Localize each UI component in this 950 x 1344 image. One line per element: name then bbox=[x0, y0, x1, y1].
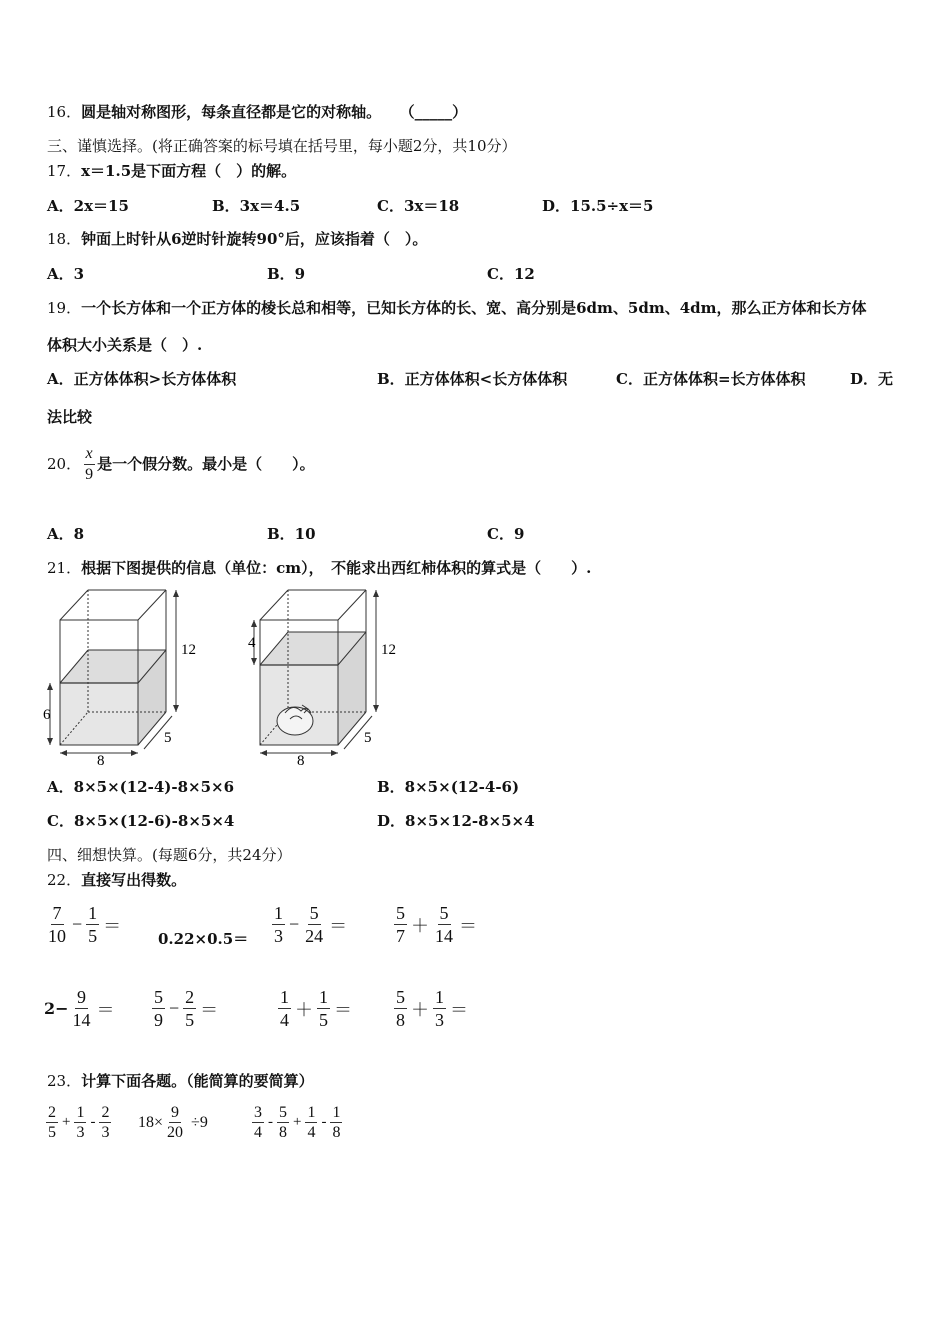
q21-option-d[interactable]: D．8×5×12-8×5×4 bbox=[377, 812, 535, 830]
q23-expr-2: 18× $\frac{9}{20}$ ÷9 bbox=[138, 1104, 208, 1141]
q22-expr-6: $\frac{5}{9}$ − $\frac{2}{5}$ ＝ bbox=[154, 987, 219, 1030]
q19-option-c[interactable]: C．正方体体积=长方体体积 bbox=[616, 370, 806, 388]
q20-option-c[interactable]: C．9 bbox=[487, 525, 525, 543]
question-17 bbox=[47, 161, 296, 181]
question-number: 23． bbox=[47, 1072, 82, 1090]
q18-option-a[interactable]: A．3 bbox=[47, 265, 85, 283]
q20-option-a[interactable]: A．8 bbox=[47, 525, 85, 543]
q22-expr-8: $\frac{5}{8}$ ＋ $\frac{1}{3}$ ＝ bbox=[396, 987, 468, 1030]
q17-option-d[interactable]: D．15.5÷x＝5 bbox=[542, 197, 654, 215]
question-text: 计算下面各题。（能简算的要简算） bbox=[81, 1072, 314, 1090]
question-text: 一个长方体和一个正方体的棱长总和相等，已知长方体的长、宽、高分别是6dm、5dm、4dm，那么正方体和长方体 bbox=[81, 299, 867, 317]
q23-expr-1: $\frac{2}{5}$ + $\frac{1}{3}$ - $\frac{2}{3}$ bbox=[48, 1104, 110, 1141]
question-text: 钟面上时针从6逆时针旋转90°后，应该指着（ ）。 bbox=[81, 230, 428, 248]
q19-option-d-wrap: 法比较 bbox=[47, 408, 93, 426]
q21-option-a[interactable]: A．8×5×(12-4)-8×5×6 bbox=[47, 778, 235, 796]
q22-expr-5: 2− $\frac{9}{14}$ ＝ bbox=[44, 987, 115, 1030]
q22-expr-4: $\frac{5}{7}$ ＋ $\frac{5}{14}$ ＝ bbox=[396, 903, 477, 946]
label-width: 5 bbox=[364, 730, 372, 746]
question-number: 21． bbox=[47, 559, 82, 577]
q17-option-b[interactable]: B．3x＝4.5 bbox=[212, 197, 301, 215]
question-21 bbox=[47, 558, 591, 578]
q19-option-a[interactable]: A．正方体体积>长方体体积 bbox=[47, 370, 237, 388]
q18-option-b[interactable]: B．9 bbox=[267, 265, 306, 283]
question-18 bbox=[47, 229, 427, 249]
label-length: 8 bbox=[297, 753, 305, 769]
fraction-x-over-9 bbox=[83, 444, 95, 485]
section-3-title: 三、谨慎选择。(将正确答案的标号填在括号里，每小题2分，共10分） bbox=[47, 137, 517, 155]
question-22 bbox=[47, 870, 186, 890]
question-23 bbox=[47, 1071, 314, 1091]
label-height-total: 12 bbox=[181, 642, 196, 658]
figure-container-tomato bbox=[240, 585, 410, 770]
question-number: 17． bbox=[47, 162, 82, 180]
q20-option-b[interactable]: B．10 bbox=[267, 525, 316, 543]
question-19 bbox=[47, 298, 867, 318]
q18-option-c[interactable]: C．12 bbox=[487, 265, 535, 283]
section-4-title: 四、细想快算。(每题6分，共24分） bbox=[47, 846, 292, 864]
question-text: 圆是轴对称图形，每条直径都是它的对称轴。 bbox=[81, 103, 382, 121]
label-length: 8 bbox=[97, 753, 105, 769]
question-text: 直接写出得数。 bbox=[81, 871, 187, 889]
question-number: 22． bbox=[47, 871, 82, 889]
q22-expr-3: $\frac{1}{3}$ − $\frac{5}{24}$ ＝ bbox=[274, 903, 348, 946]
numerator: x bbox=[84, 444, 95, 465]
q17-option-a[interactable]: A．2x＝15 bbox=[47, 197, 129, 215]
label-gap-height: 4 bbox=[248, 635, 256, 651]
label-width: 5 bbox=[164, 730, 172, 746]
answer-blank: （_____） bbox=[407, 103, 468, 121]
q19-option-d[interactable]: D．无 bbox=[850, 370, 894, 388]
q22-expr-7: $\frac{1}{4}$ ＋ $\frac{1}{5}$ ＝ bbox=[280, 987, 352, 1030]
q21-option-c[interactable]: C．8×5×(12-6)-8×5×4 bbox=[47, 812, 235, 830]
question-20 bbox=[47, 442, 315, 486]
q23-expr-3: $\frac{3}{4}$ - $\frac{5}{8}$ + $\frac{1}{4}$ - $\frac{1}{8}$ bbox=[254, 1104, 341, 1141]
q22-expr-1: $\frac{7}{10}$ − $\frac{1}{5}$ ＝ bbox=[48, 903, 122, 946]
label-height-total: 12 bbox=[381, 642, 396, 658]
question-text: 是一个假分数。最小是（ ）。 bbox=[97, 455, 315, 473]
question-text: x＝1.5是下面方程（ ）的解。 bbox=[81, 162, 297, 180]
question-16 bbox=[47, 102, 467, 122]
question-number: 18． bbox=[47, 230, 82, 248]
question-number: 19． bbox=[47, 299, 82, 317]
denominator: 9 bbox=[85, 465, 94, 483]
label-water-height: 6 bbox=[43, 707, 51, 723]
question-number: 20． bbox=[47, 455, 82, 473]
q21-option-b[interactable]: B．8×5×(12-4-6) bbox=[377, 778, 520, 796]
q19-option-b[interactable]: B．正方体体积<长方体体积 bbox=[377, 370, 568, 388]
figure-container-water bbox=[40, 585, 200, 770]
question-text: 根据下图提供的信息（单位：cm）， 不能求出西红柿体积的算式是（ ）. bbox=[81, 559, 592, 577]
question-19-text-cont: 体积大小关系是（ ）. bbox=[47, 336, 203, 354]
question-number: 16． bbox=[47, 103, 82, 121]
q22-expr-2: 0.22×0.5＝ bbox=[158, 930, 249, 948]
q17-option-c[interactable]: C．3x＝18 bbox=[377, 197, 460, 215]
